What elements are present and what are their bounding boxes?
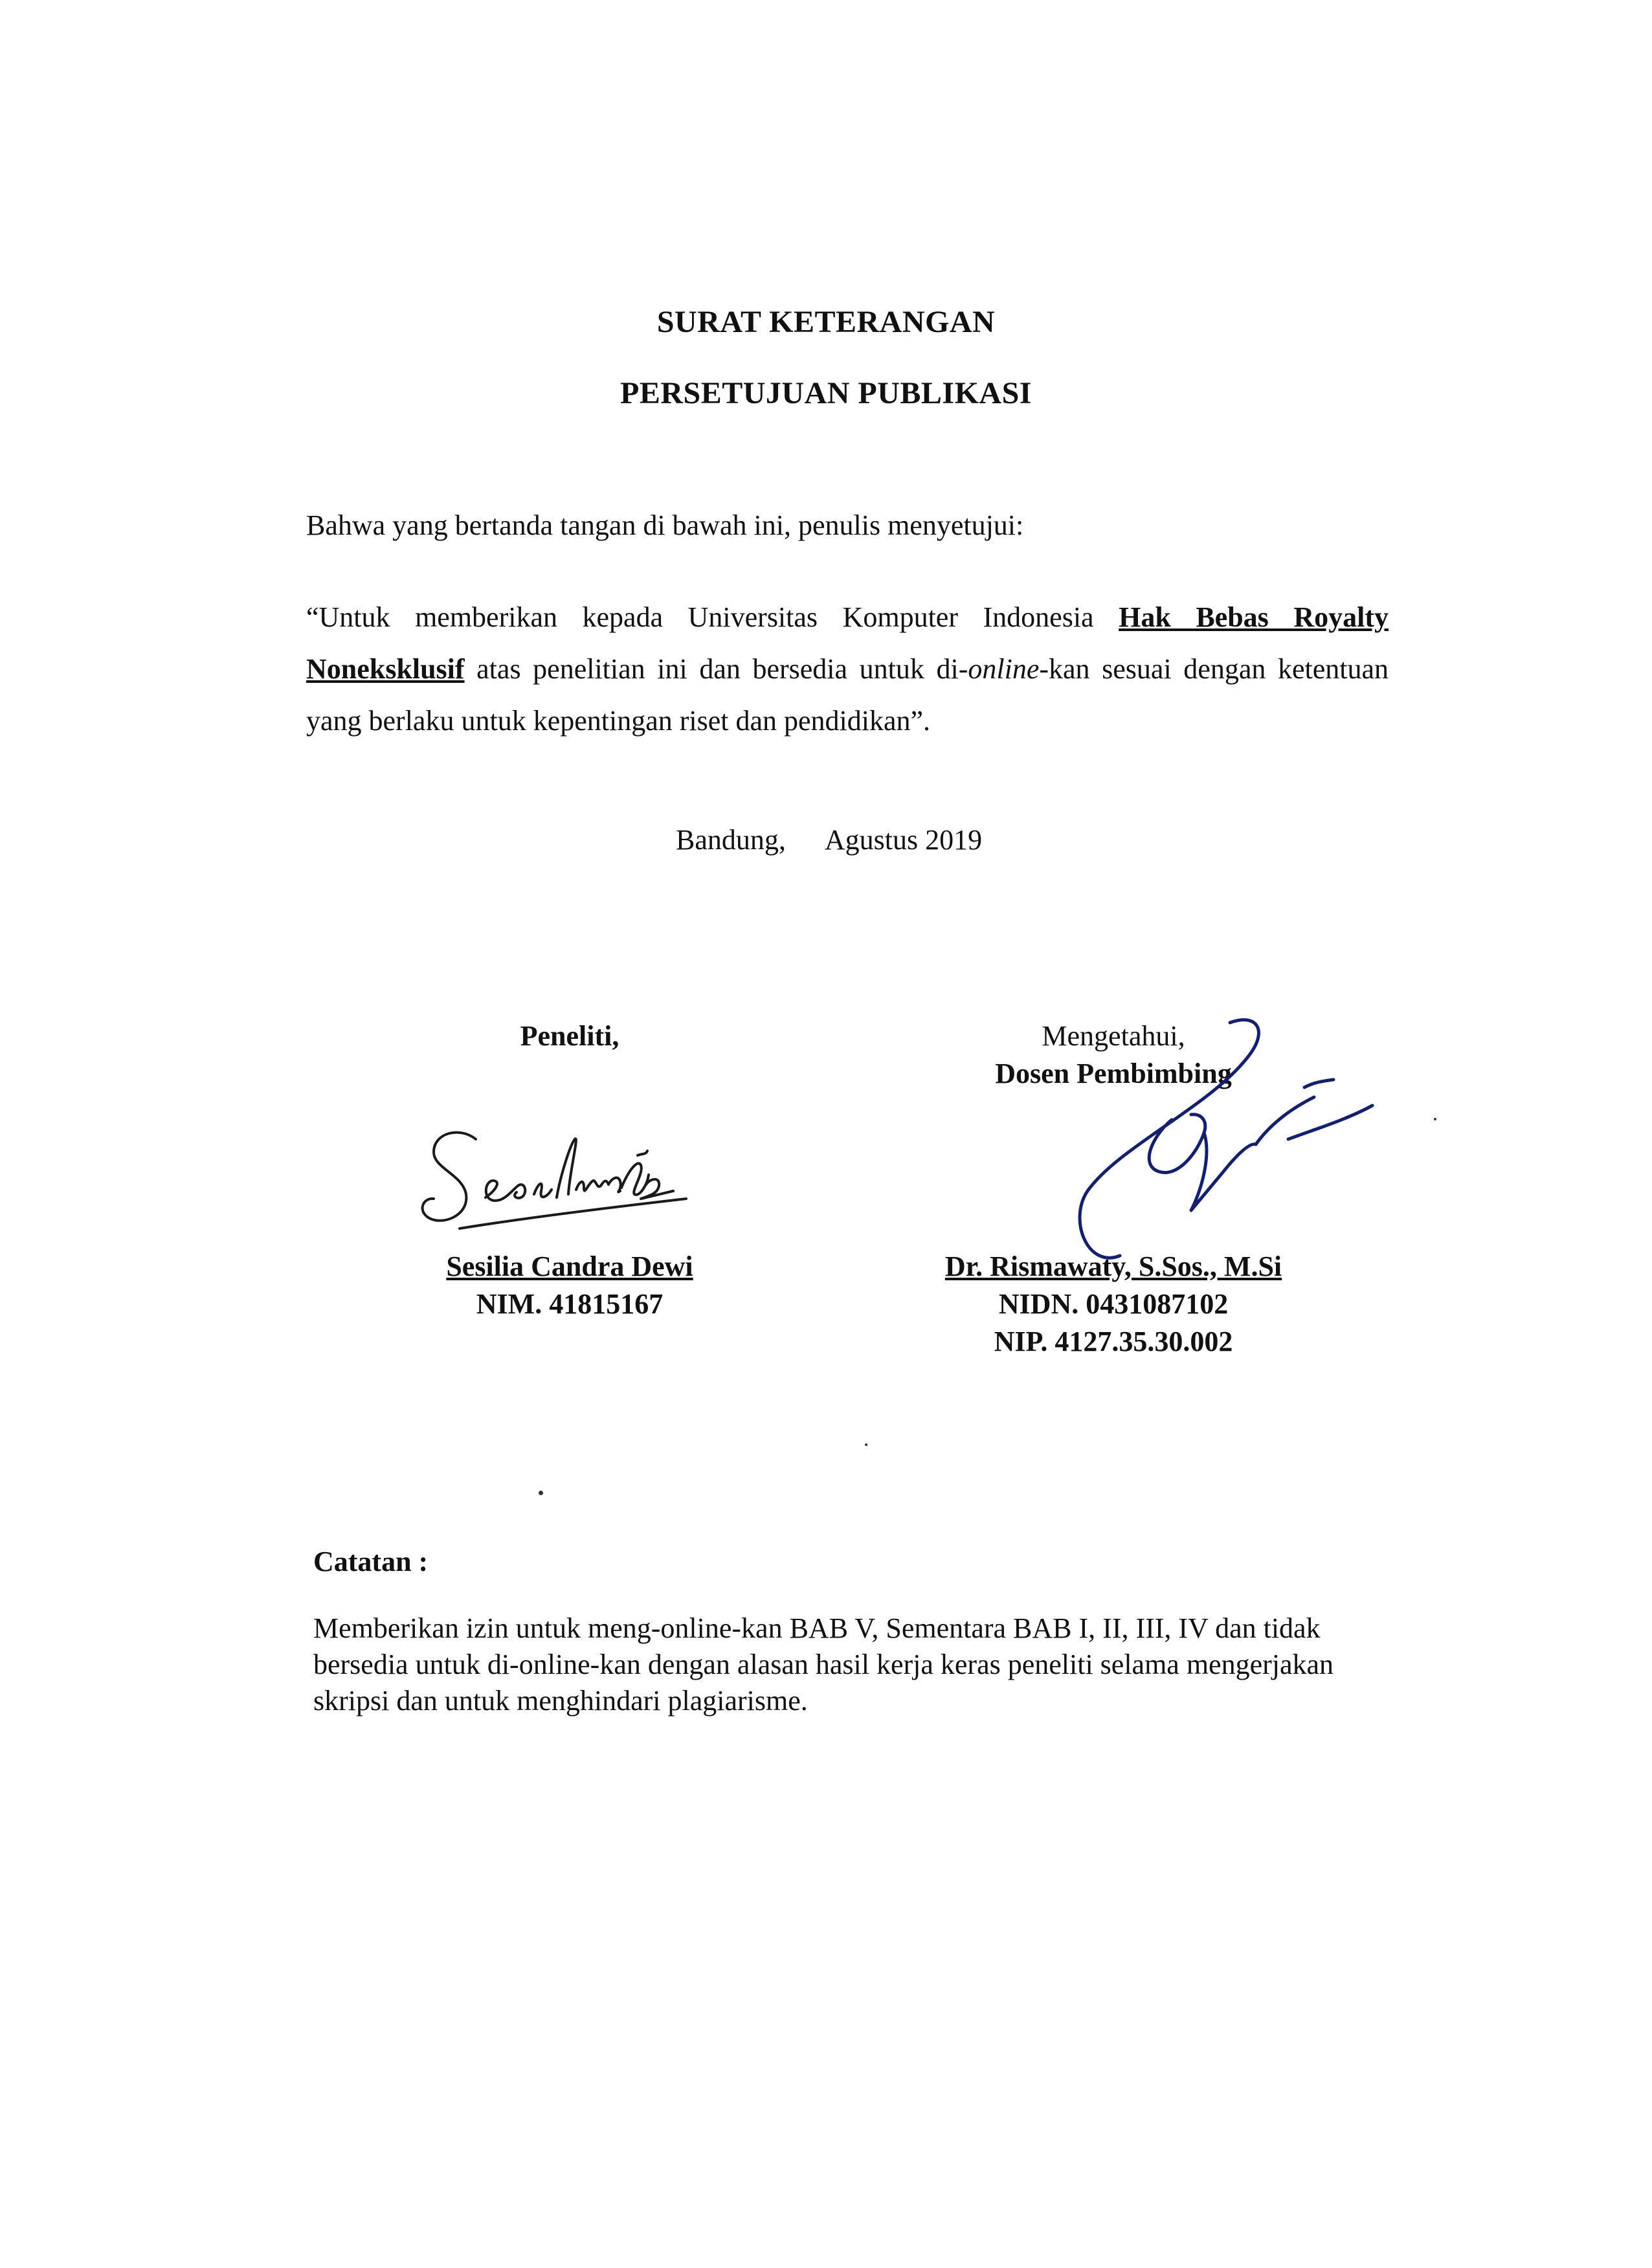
scan-speck [865,1443,867,1446]
researcher-name: Sesilia Candra Dewi [446,1251,693,1282]
document-subtitle: PERSETUJUAN PUBLIKASI [620,376,1032,410]
quote-online-term: online [968,653,1040,685]
supervisor-name: Dr. Rismawaty, S.Sos., M.Si [944,1251,1282,1282]
notes-text: Memberikan izin untuk meng-online-kan BAB V, Sementara BAB I, II, III, IV dan tidak bersedia untuk di-online-kan dengan alasan hasil kerja keras peneliti selama mengerjakan skripsi dan untuk menghindari plagiarisme. [313,1612,1334,1717]
consent-quote [306,592,1389,747]
document-title: SURAT KETERANGAN [656,305,996,339]
scan-speck [1434,1118,1436,1120]
supervisor-nidn: NIDN. 0431087102 [998,1288,1229,1320]
researcher-label: Peneliti, [520,1020,620,1052]
supervisor-label: Mengetahui, [1042,1020,1185,1052]
researcher-signature [414,1113,699,1262]
supervisor-role: Dosen Pembimbing [995,1058,1232,1089]
quote-text-part2: atas penelitian ini dan bersedia untuk di- [464,653,968,685]
quote-license-term: Hak Bebas Royalty Noneksklusif [306,601,1389,685]
place-and-date [676,823,982,856]
scan-speck [539,1491,543,1495]
notes-label: Catatan : [313,1546,429,1577]
quote-text-part1: “Untuk memberikan kepada Universitas Komputer Indonesia [306,601,1119,633]
supervisor-nip: NIP. 4127.35.30.002 [994,1326,1233,1357]
researcher-signature-block [408,1017,731,1320]
supervisor-signature [1010,997,1392,1282]
quote-text-part3: -kan sesuai dengan ketentuan yang berlaku untuk kepentingan riset dan pendidikan”. [306,653,1389,737]
date-month-year: Agustus 2019 [824,824,983,856]
researcher-nim: NIM. 41815167 [476,1288,664,1320]
date-city: Bandung, [676,824,786,856]
intro-statement: Bahwa yang bertanda tangan di bawah ini, penulis menyetujui: [306,509,1024,541]
